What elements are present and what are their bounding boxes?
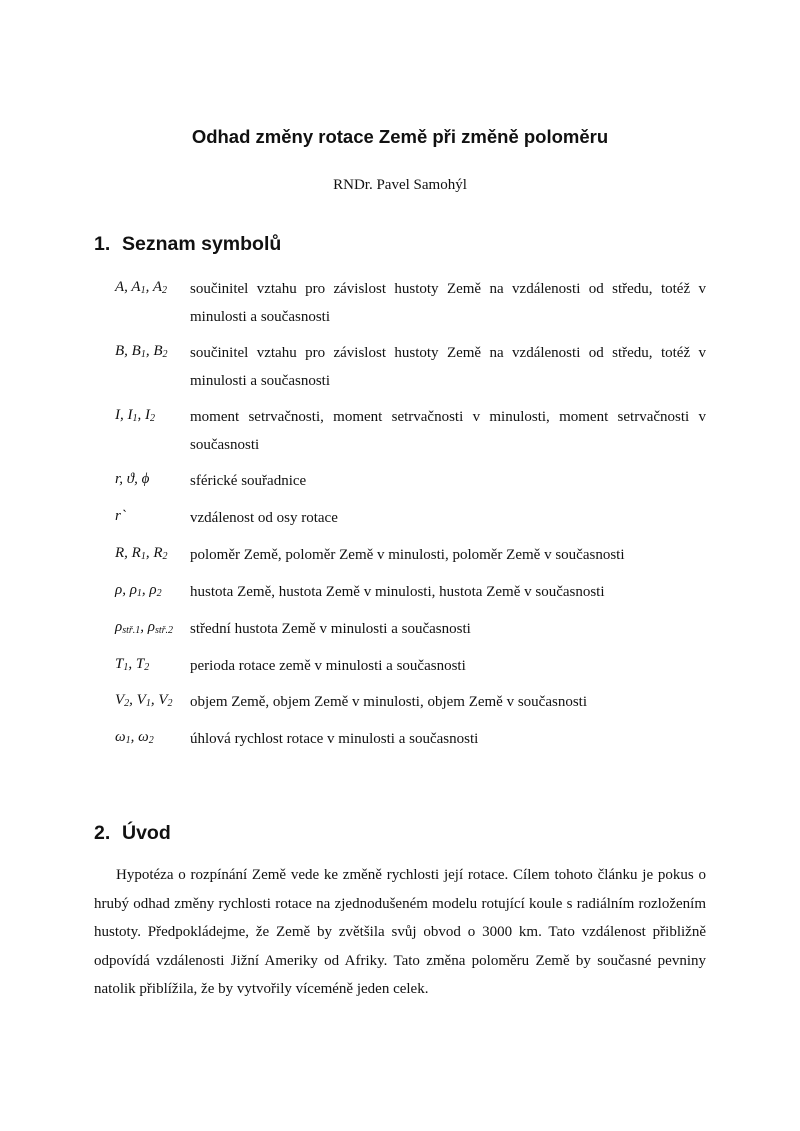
symbol-part: B xyxy=(115,343,125,359)
symbol-part: I xyxy=(127,407,133,423)
symbol-subscript: stř.2 xyxy=(154,625,174,636)
document-title: Odhad změny rotace Země při změně poloměru xyxy=(191,126,609,147)
symbol-term: r, ϑ, ϕ xyxy=(115,471,150,487)
symbol-subscript: 1 xyxy=(123,662,129,673)
symbol-part: ρ xyxy=(147,619,155,635)
section-number: 2. xyxy=(94,822,111,844)
symbol-term: B, $B_1$, $B_2$ xyxy=(115,343,168,360)
symbol-part: A xyxy=(131,279,141,295)
symbol-description: hustota Země, hustota Země v minulosti, hustota Země v současnosti xyxy=(190,584,605,600)
symbol-term: R, $R_1$, $R_2$ xyxy=(115,545,168,562)
section-heading-intro xyxy=(94,822,171,845)
symbol-subscript: 2 xyxy=(161,285,167,296)
symbol-term xyxy=(115,508,126,525)
symbol-part: R xyxy=(131,545,141,561)
symbol-subscript: 1 xyxy=(140,285,146,296)
symbol-subscript: 1 xyxy=(132,413,138,424)
symbol-subscript: stř.1 xyxy=(122,625,141,636)
symbol-part: R xyxy=(153,545,163,561)
symbol-subscript: 1 xyxy=(140,349,146,360)
symbol-part: V xyxy=(136,692,146,708)
symbol-part: r` xyxy=(115,508,126,524)
symbol-description: objem Země, objem Země v minulosti, objem Země v současnosti xyxy=(190,694,588,710)
symbol-description: poloměr Země, poloměr Země v minulosti, poloměr Země v současnosti xyxy=(190,547,625,563)
symbol-part: B xyxy=(153,343,163,359)
symbol-subscript: 2 xyxy=(167,698,173,709)
symbol-term: I, $I_1$, $I_2$ xyxy=(115,407,155,424)
symbol-description: moment setrvačnosti, moment setrvačnosti v minulosti, moment setrvačnosti v současnosti xyxy=(190,409,706,453)
symbol-part: ϑ xyxy=(126,471,135,487)
author-name: RNDr. Pavel Samohýl xyxy=(333,177,467,193)
symbol-subscript: 2 xyxy=(148,735,154,746)
section-heading-symbols xyxy=(94,233,281,256)
symbol-subscript: 2 xyxy=(162,551,168,562)
symbol-part: ρ xyxy=(149,582,157,598)
symbol-subscript: 2 xyxy=(124,698,130,709)
section-number: 1. xyxy=(94,233,111,255)
section-title: Seznam symbolů xyxy=(122,233,282,255)
symbol-subscript: 1 xyxy=(125,735,131,746)
symbol-description: úhlová rychlost rotace v minulosti a současnosti xyxy=(190,731,479,747)
symbol-part: I xyxy=(115,407,120,423)
symbol-term: $\omega_1$, $\omega_2$ xyxy=(115,729,154,746)
intro-paragraph: Hypotéza o rozpínání Země vede ke změně rychlosti její rotace. Cílem tohoto článku je pokus o hrubý odhad změny rychlosti rotace na zjednodušeném modelu rotující koule s radiálním rozložením hustoty. Předpokládejme, že Země by zvětšila svůj obvod o 3000 km. Tato vzdálenost přibližně odpovídá vzdálenosti Jižní Ameriky od Afriky. Tato změna poloměru Země by současné pevniny natolik přiblížila, že by vytvořily víceméně jeden celek. xyxy=(94,867,706,997)
symbol-part: A xyxy=(115,279,125,295)
symbol-part: r xyxy=(115,471,120,487)
symbol-term: $V_2$, $V_1$, $V_2$ xyxy=(115,692,173,709)
symbol-subscript: 2 xyxy=(144,662,150,673)
symbol-part: ρ xyxy=(115,619,123,635)
symbol-description: součinitel vztahu pro závislost hustoty Země na vzdálenosti od středu, totéž v minulosti a současnosti xyxy=(190,345,706,389)
symbol-part: ρ xyxy=(129,582,137,598)
symbol-subscript: 2 xyxy=(156,588,162,599)
symbol-subscript: 1 xyxy=(145,698,151,709)
symbol-subscript: 2 xyxy=(162,349,168,360)
symbol-part: ω xyxy=(115,729,126,745)
symbol-description: sférické souřadnice xyxy=(190,473,307,489)
symbol-subscript: 2 xyxy=(150,413,155,424)
symbol-term: A, $A_1$, $A_2$ xyxy=(115,279,167,296)
symbol-part: ϕ xyxy=(141,471,150,487)
symbol-term: $\rho_{stř.1}$, $\rho_{stř.2}$ xyxy=(115,619,174,636)
symbol-part: ω xyxy=(138,729,149,745)
symbol-term: $T_1$, $T_2$ xyxy=(115,656,150,673)
symbol-description: součinitel vztahu pro závislost hustoty Země na vzdálenosti od středu, totéž v minulosti a současnosti xyxy=(190,281,706,325)
symbol-part: T xyxy=(135,656,145,672)
symbol-part: V xyxy=(158,692,168,708)
symbol-description: perioda rotace země v minulosti a současnosti xyxy=(190,658,466,674)
symbol-part: T xyxy=(115,656,124,672)
section-title: Úvod xyxy=(122,822,171,844)
symbol-part: V xyxy=(115,692,125,708)
symbol-part: A xyxy=(152,279,162,295)
symbol-description: vzdálenost od osy rotace xyxy=(190,510,338,526)
symbol-part: ρ xyxy=(115,582,123,598)
symbol-part: B xyxy=(131,343,141,359)
symbol-subscript: 1 xyxy=(140,551,146,562)
symbol-subscript: 1 xyxy=(136,588,142,599)
symbol-description: střední hustota Země v minulosti a současnosti xyxy=(190,621,471,637)
symbol-term: ρ, $\rho_1$, $\rho_2$ xyxy=(115,582,162,599)
symbol-part: I xyxy=(145,407,150,423)
symbol-part: R xyxy=(115,545,125,561)
